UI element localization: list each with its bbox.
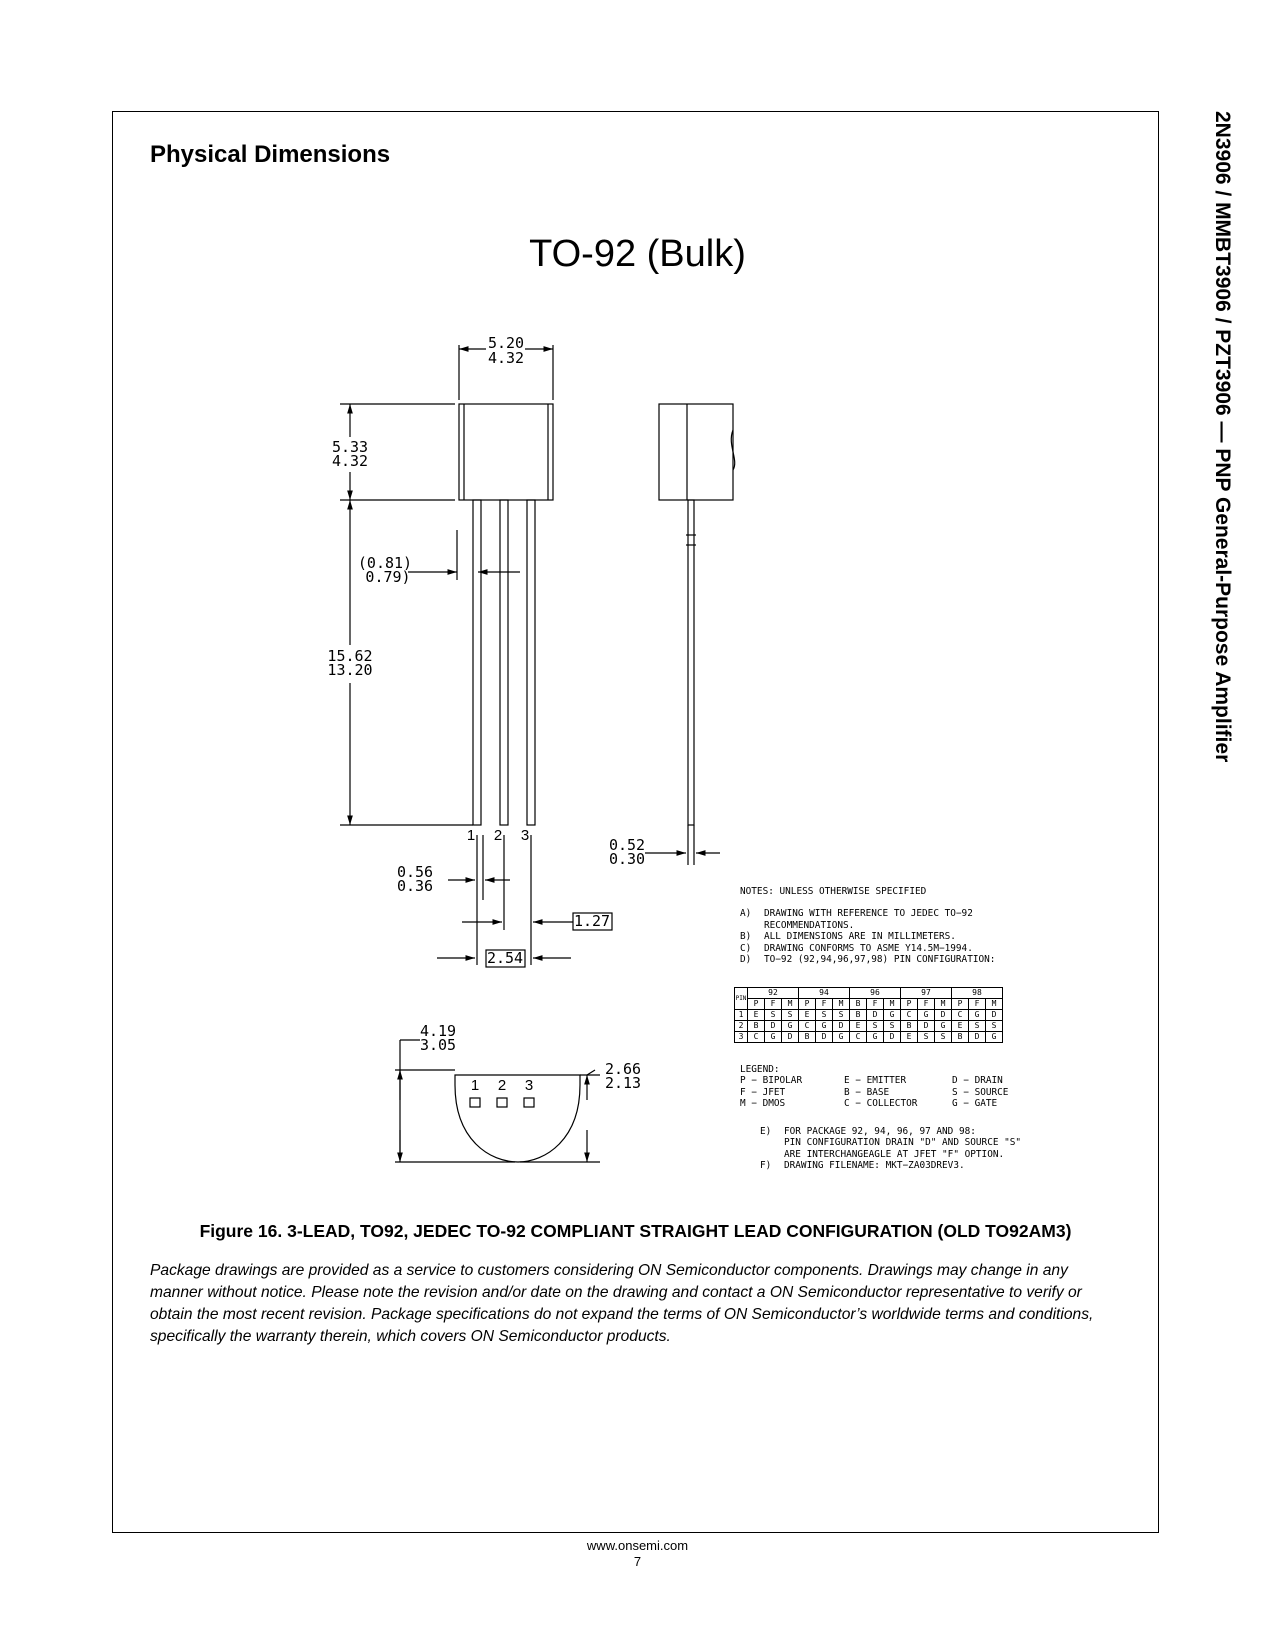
lead-1 [473, 500, 481, 825]
type-header: F [765, 999, 782, 1010]
note-text: ALL DIMENSIONS ARE IN MILLIMETERS. [764, 931, 956, 943]
note-label: D) [740, 954, 752, 966]
note-text: ARE INTERCHANGEAGLE AT JFET "F" OPTION. [784, 1148, 1005, 1160]
note-label [760, 1137, 784, 1148]
table-cell: B [952, 1032, 969, 1043]
dim-lead-width-min: 0.36 [396, 877, 434, 895]
note-label: B) [740, 931, 752, 943]
type-header: P [748, 999, 765, 1010]
dim-body-width-max: 5.20 [487, 334, 525, 352]
legend-block [740, 1064, 1062, 1110]
table-cell: S [918, 1032, 935, 1043]
dim-pitch: 1.27 [573, 912, 611, 930]
table-cell: E [952, 1021, 969, 1032]
table-cell: S [884, 1021, 901, 1032]
dim-lead-thickness-max: 0.52 [608, 836, 646, 854]
note-text: DRAWING WITH REFERENCE TO JEDEC TO−92 [764, 908, 973, 920]
package-header: 97 [901, 988, 952, 999]
dim-body-height-max: 5.33 [331, 438, 369, 456]
table-cell: G [986, 1032, 1003, 1043]
note-text: DRAWING CONFORMS TO ASME Y14.5M−1994. [764, 942, 973, 954]
type-header: M [782, 999, 799, 1010]
lead-3 [527, 500, 535, 825]
table-cell: C [952, 1010, 969, 1021]
table-cell: S [969, 1021, 986, 1032]
package-title: TO-92 (Bulk) [529, 233, 746, 275]
table-cell: E [748, 1010, 765, 1021]
dim-lead-length-max: 15.62 [327, 647, 373, 665]
table-cell: D [833, 1021, 850, 1032]
section-title: Physical Dimensions [150, 141, 391, 168]
package-body-side [659, 404, 733, 500]
note-text: DRAWING FILENAME: MKT−ZA03DREV3. [784, 1160, 965, 1172]
table-cell: G [918, 1010, 935, 1021]
table-cell: D [867, 1010, 884, 1021]
dim-flat-height-min: 2.13 [604, 1074, 642, 1092]
front-pin-label-3: 3 [520, 827, 530, 844]
table-cell: G [884, 1010, 901, 1021]
note-d [740, 954, 995, 965]
type-header: B [850, 999, 867, 1010]
type-header: P [901, 999, 918, 1010]
table-cell: D [816, 1032, 833, 1043]
legend-title: LEGEND: [740, 1064, 780, 1075]
disclaimer-text: Package drawings are provided as a service to customers considering ON Semiconductor components. Drawings may change in any manner without notice. Please note the revision and/or date on the drawing and contact a ON Semiconductor representative to verify or obtain the most recent revision. Package specifications do not expand the terms of ON Semiconductor’s worldwide terms and conditions, specifically the warranty therein, which covers ON Semiconductor products. [150, 1262, 1094, 1345]
note-label: A) [740, 908, 752, 920]
legend-entry: M − DMOS [740, 1098, 786, 1110]
package-header: 96 [850, 988, 901, 999]
table-cell: D [884, 1032, 901, 1043]
note-label [760, 1149, 784, 1160]
note-b [740, 931, 995, 942]
dim-flat-height-max: 2.66 [604, 1060, 642, 1078]
figure-caption: Figure 16. 3-LEAD, TO92, JEDEC TO-92 COMPLIANT STRAIGHT LEAD CONFIGURATION (OLD TO92AM3) [199, 1221, 1072, 1241]
legend-entry: F − JFET [740, 1086, 786, 1098]
note-c [740, 943, 995, 954]
dim-body-width-min: 4.32 [487, 349, 525, 367]
table-cell: S [782, 1010, 799, 1021]
note-label: C) [740, 942, 752, 954]
dim-lead-thickness-min: 0.30 [608, 850, 646, 868]
bottom-pin-label-1: 1 [470, 1077, 480, 1094]
side-title-text: 2N3906 / MMBT3906 / PZT3906 — PNP General-Purpose Amplifier [1211, 111, 1234, 763]
type-header: F [918, 999, 935, 1010]
package-header: 94 [799, 988, 850, 999]
dim-profile-height-max: 4.19 [419, 1022, 457, 1040]
type-header: F [969, 999, 986, 1010]
table-row [735, 1021, 1003, 1032]
table-row [735, 1010, 1003, 1021]
note-label: F) [760, 1160, 772, 1172]
table-cell: E [850, 1021, 867, 1032]
front-pin-label-1: 1 [466, 827, 476, 844]
table-cell: B [901, 1021, 918, 1032]
table-cell: D [935, 1010, 952, 1021]
table-cell: B [748, 1021, 765, 1032]
pin-configuration-table [734, 987, 1003, 1043]
table-cell: C [850, 1032, 867, 1043]
dim-lead-step-max: (0.81) [357, 554, 413, 572]
dim-profile-height-min: 3.05 [419, 1036, 457, 1054]
front-pin-label-2: 2 [493, 827, 503, 844]
dim-body-height-min: 4.32 [331, 452, 369, 470]
type-header: M [833, 999, 850, 1010]
table-cell: G [782, 1021, 799, 1032]
dim-span: 2.54 [486, 949, 524, 967]
note-text: TO−92 (92,94,96,97,98) PIN CONFIGURATION: [764, 954, 996, 966]
table-cell: E [901, 1032, 918, 1043]
table-cell: G [867, 1032, 884, 1043]
note-text: FOR PACKAGE 92, 94, 96, 97 AND 98: [784, 1126, 976, 1137]
table-cell: G [765, 1032, 782, 1043]
table-cell: D [765, 1021, 782, 1032]
legend-entry: G − GATE [952, 1098, 998, 1110]
legend-entry: E − EMITTER [844, 1075, 907, 1087]
dim-lead-width-max: 0.56 [396, 863, 434, 881]
table-row [735, 1032, 1003, 1043]
legend-entry: D − DRAIN [952, 1075, 1003, 1087]
table-cell: D [782, 1032, 799, 1043]
side-lead [688, 500, 694, 825]
table-cell: G [816, 1021, 833, 1032]
table-cell: C [901, 1010, 918, 1021]
table-cell: D [986, 1010, 1003, 1021]
type-header: M [935, 999, 952, 1010]
pin-number: 3 [735, 1032, 748, 1043]
legend-notes [760, 1126, 1021, 1172]
type-header: M [884, 999, 901, 1010]
dim-lead-length-min: 13.20 [327, 661, 373, 679]
table-cell: C [799, 1021, 816, 1032]
pin-header: PIN [735, 988, 748, 1010]
table-cell: E [799, 1010, 816, 1021]
legend-entry: S − SOURCE [952, 1086, 1009, 1098]
note-label: E) [760, 1126, 772, 1137]
page-number: 7 [633, 1554, 642, 1569]
type-header: F [816, 999, 833, 1010]
table-cell: D [918, 1021, 935, 1032]
type-header: F [867, 999, 884, 1010]
table-cell: G [833, 1032, 850, 1043]
type-header: P [799, 999, 816, 1010]
legend-note [760, 1137, 1021, 1148]
table-cell: S [986, 1021, 1003, 1032]
table-cell: G [935, 1021, 952, 1032]
package-header: 98 [952, 988, 1003, 999]
table-cell: S [765, 1010, 782, 1021]
legend-entry: B − BASE [844, 1086, 890, 1098]
package-header: 92 [748, 988, 799, 999]
legend-note [760, 1126, 1021, 1137]
table-cell: S [816, 1010, 833, 1021]
note-a [740, 908, 995, 919]
notes-block [740, 886, 995, 965]
bottom-pin-label-2: 2 [497, 1077, 507, 1094]
note-text: PIN CONFIGURATION DRAIN "D" AND SOURCE "S" [784, 1137, 1022, 1149]
legend-note [760, 1160, 1021, 1171]
legend-entry: C − COLLECTOR [844, 1098, 918, 1110]
table-cell: B [799, 1032, 816, 1043]
table-cell: S [935, 1032, 952, 1043]
package-body-front [459, 404, 553, 500]
type-header: P [952, 999, 969, 1010]
pin-number: 1 [735, 1010, 748, 1021]
dim-lead-step-min: 0.79) [365, 568, 411, 586]
type-header: M [986, 999, 1003, 1010]
bottom-pin-label-3: 3 [524, 1077, 534, 1094]
legend-entry: P − BIPOLAR [740, 1075, 803, 1087]
table-cell: G [969, 1010, 986, 1021]
table-cell: D [969, 1032, 986, 1043]
note-a-cont [740, 920, 995, 931]
table-cell: C [748, 1032, 765, 1043]
lead-2 [500, 500, 508, 825]
table-cell: B [850, 1010, 867, 1021]
footer-url[interactable]: www.onsemi.com [586, 1538, 689, 1553]
notes-header: NOTES: UNLESS OTHERWISE SPECIFIED [740, 886, 927, 897]
note-text: RECOMMENDATIONS. [764, 919, 855, 931]
table-cell: S [867, 1021, 884, 1032]
table-cell: S [833, 1010, 850, 1021]
legend-note [760, 1149, 1021, 1160]
pin-number: 2 [735, 1021, 748, 1032]
legend-grid [740, 1075, 1062, 1109]
